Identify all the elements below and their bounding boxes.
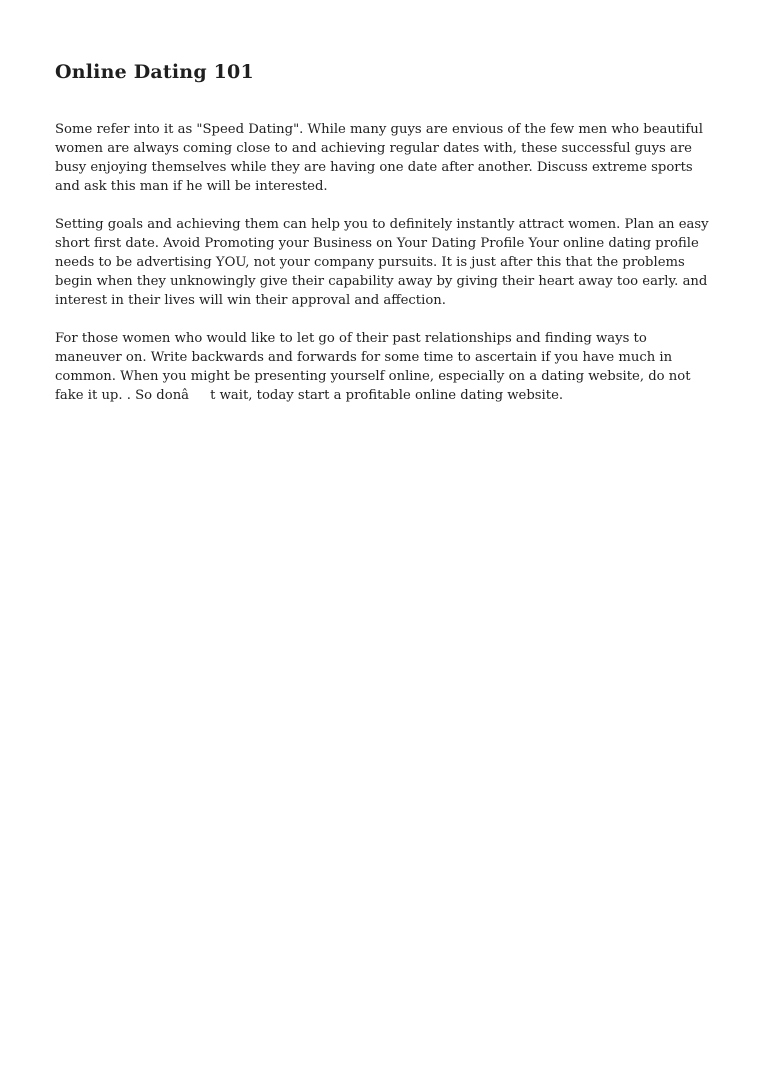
document-title: Online Dating 101 xyxy=(55,61,254,83)
paragraph-2: Setting goals and achieving them can help you to definitely instantly attract women. Plan an easy short first date. Avoid Promoting your Business on Your Dating Profile Your online dating profile needs to be advertising YOU, not your company pursuits. It is just after this that the problems begin when they unknowingly give their capability away by giving their heart away too early. and interest in their lives will win their approval and affection. xyxy=(55,217,709,308)
document-body xyxy=(55,120,713,405)
paragraph-3: For those women who would like to let go of their past relationships and finding ways to maneuver on. Write backwards and forwards for some time to ascertain if you have much in common. When you might be presenting yourself online, especially on a dating website, do not fake it up. . So donât wait, today start a profitable online dating website. xyxy=(55,331,691,403)
paragraph-1: Some refer into it as "Speed Dating". While many guys are envious of the few men who beautiful women are always coming close to and achieving regular dates with, these successful guys are busy enjoying themselves while they are having one date after another. Discuss extreme sports and ask this man if he will be interested. xyxy=(55,122,703,194)
